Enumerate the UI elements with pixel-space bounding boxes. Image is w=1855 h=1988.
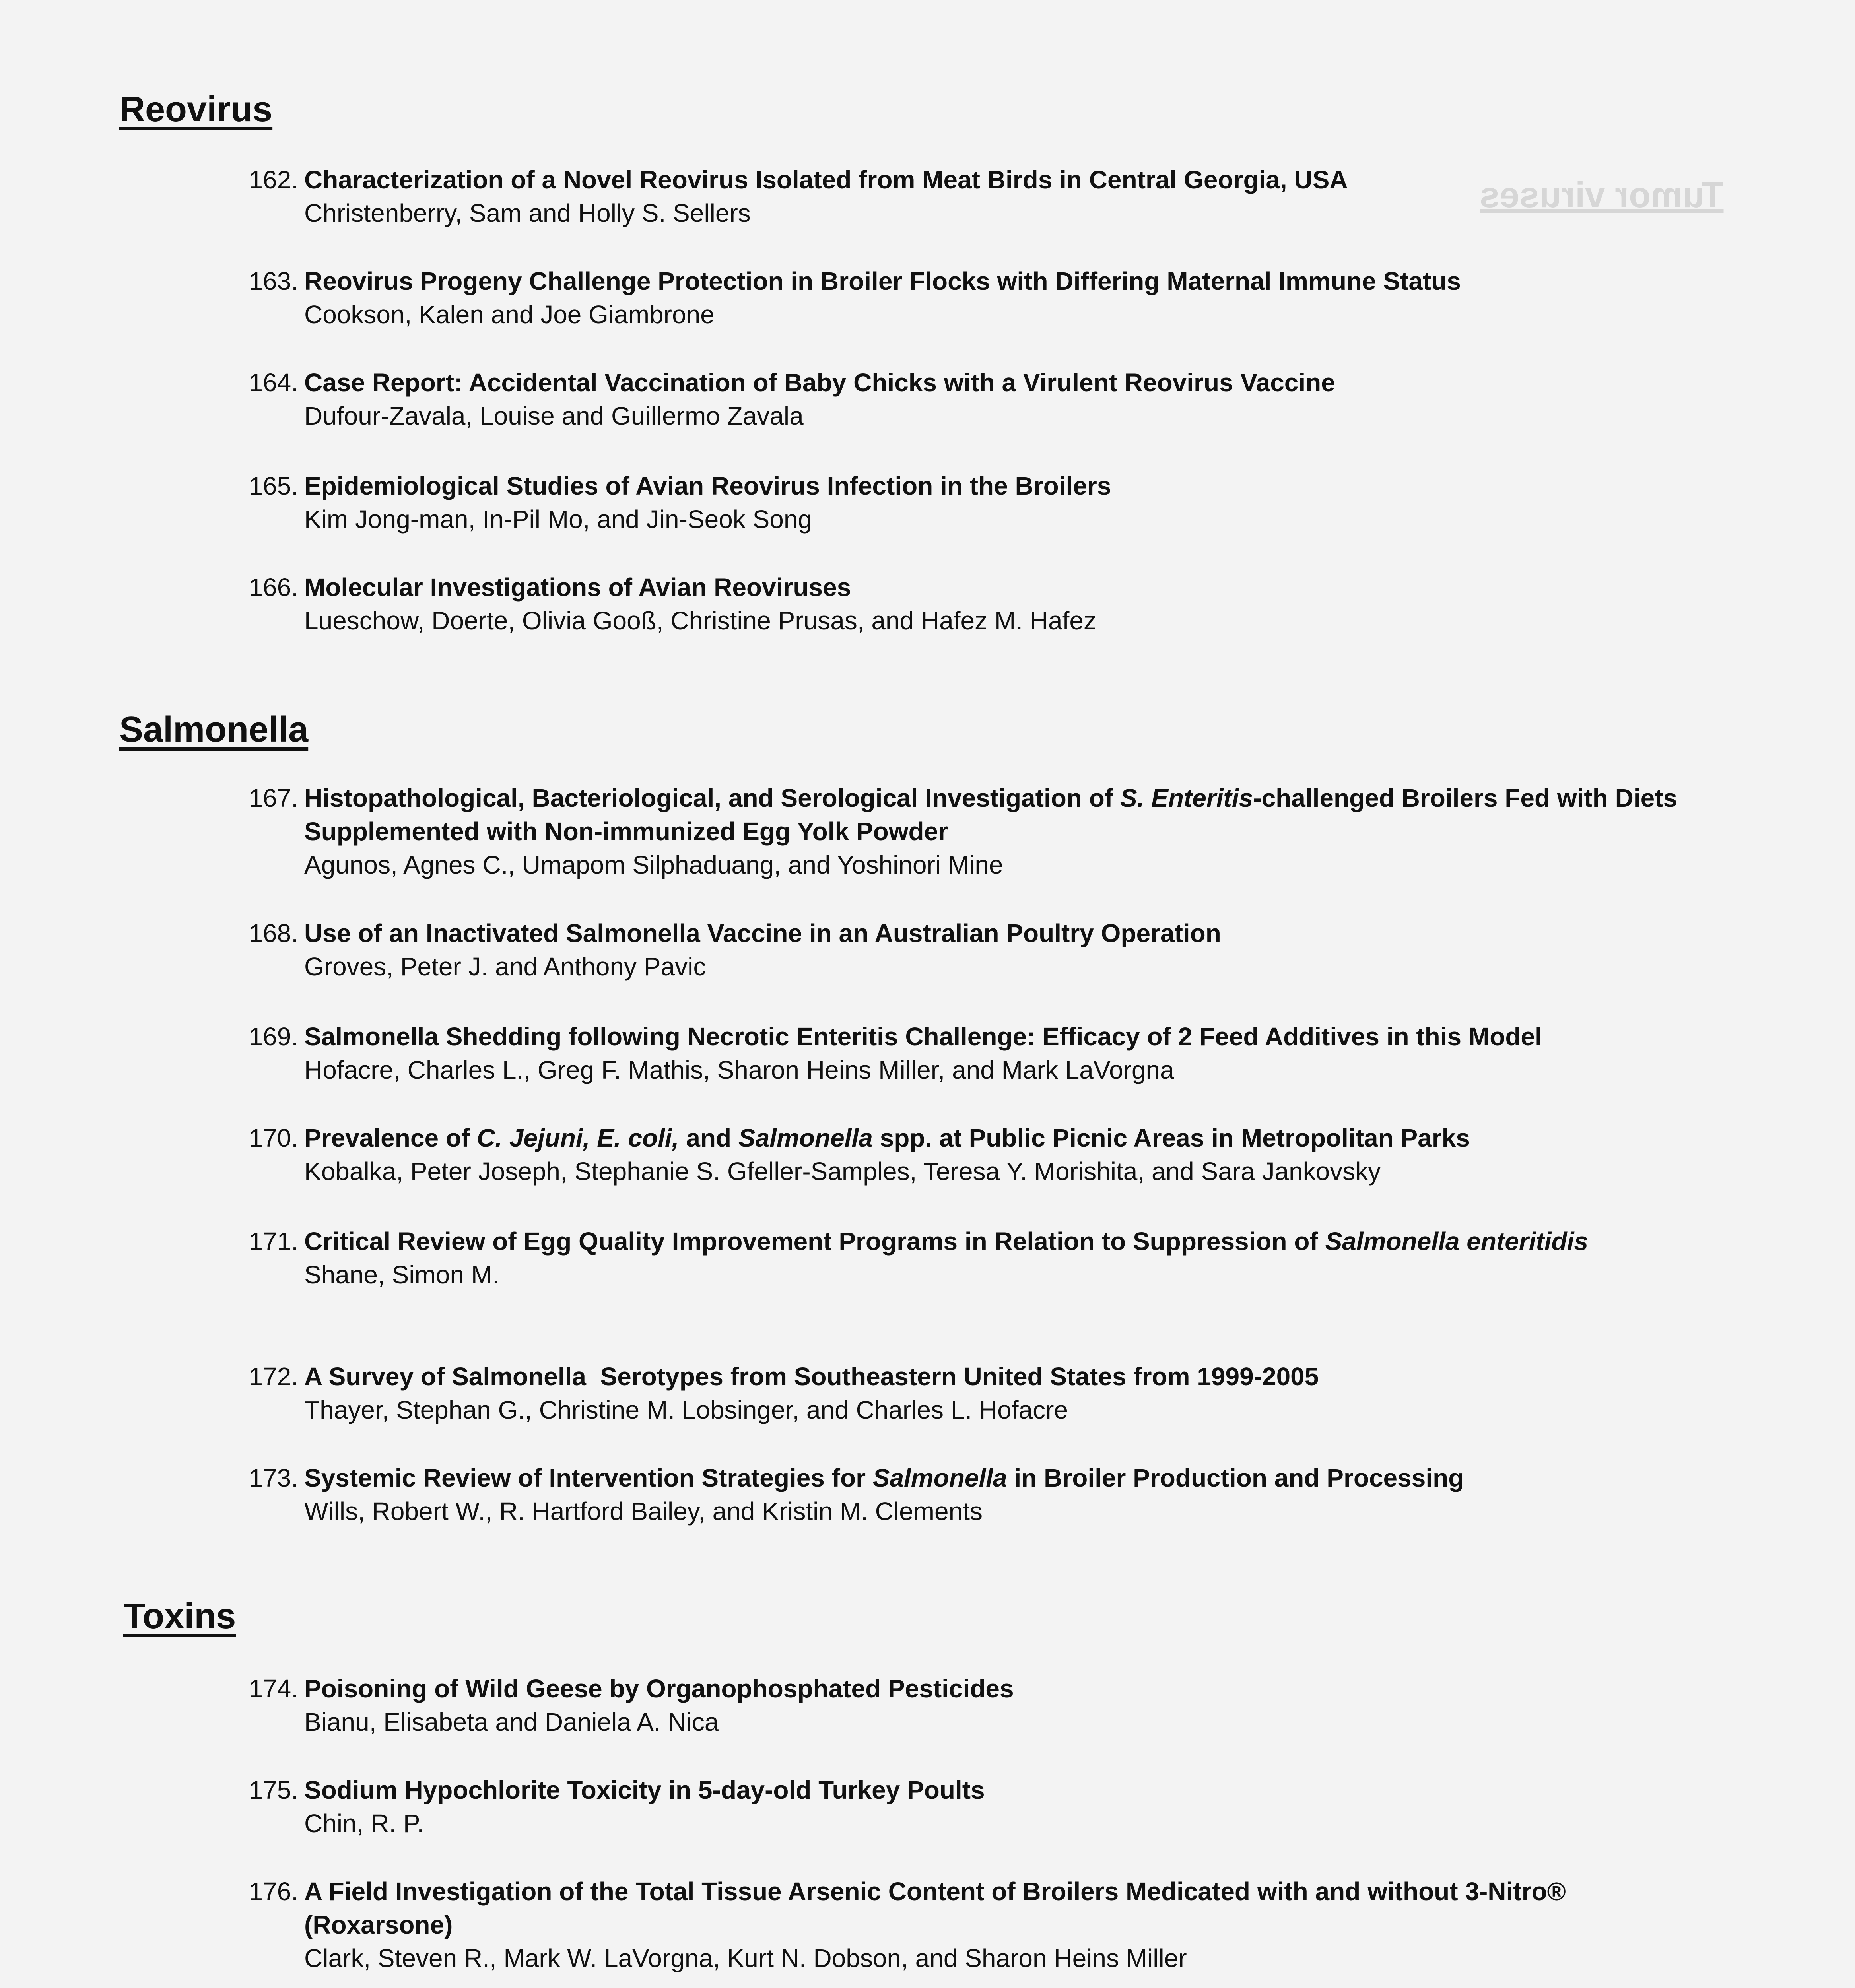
entry-174 xyxy=(233,1672,1744,1739)
entry-163 xyxy=(233,264,1744,331)
entry-173 xyxy=(233,1461,1744,1528)
entry-title: Histopathological, Bacteriological, and Serological Investigation of S. Enteritis-challenged Broilers Fed with Diets Supplemented with Non-immunized Egg Yolk Powder xyxy=(304,784,1678,846)
entry-title: Characterization of a Novel Reovirus Isolated from Meat Birds in Central Georgia, USA xyxy=(304,165,1348,194)
entry-number: 167. xyxy=(249,784,298,812)
entry-title: Poisoning of Wild Geese by Organophosphated Pesticides xyxy=(304,1674,1014,1703)
entry-167 xyxy=(233,781,1744,881)
bleed-through-heading: Tumor viruses xyxy=(1480,175,1724,215)
entry-authors: Chin, R. P. xyxy=(304,1809,424,1838)
entry-168 xyxy=(233,916,1744,983)
entry-authors: Wills, Robert W., R. Hartford Bailey, and Kristin M. Clements xyxy=(304,1497,983,1526)
entry-number: 163. xyxy=(249,267,298,295)
entry-number: 169. xyxy=(249,1022,298,1051)
entry-title: Molecular Investigations of Avian Reoviruses xyxy=(304,573,851,602)
entry-number: 166. xyxy=(249,573,298,602)
entry-171 xyxy=(233,1225,1744,1291)
entry-number: 165. xyxy=(249,472,298,500)
entry-number: 176. xyxy=(249,1877,298,1906)
entry-authors: Kim Jong-man, In-Pil Mo, and Jin-Seok Song xyxy=(304,505,812,534)
entry-165 xyxy=(233,469,1744,536)
entry-166 xyxy=(233,571,1744,637)
entry-title: Prevalence of C. Jejuni, E. coli, and Salmonella spp. at Public Picnic Areas in Metropolitan Parks xyxy=(304,1124,1470,1152)
entry-authors: Cookson, Kalen and Joe Giambrone xyxy=(304,300,715,329)
entry-title: Reovirus Progeny Challenge Protection in Broiler Flocks with Differing Maternal Immune Status xyxy=(304,267,1461,295)
entry-title: Salmonella Shedding following Necrotic Enteritis Challenge: Efficacy of 2 Feed Additives in this Model xyxy=(304,1022,1542,1051)
entry-number: 164. xyxy=(249,368,298,397)
entry-number: 171. xyxy=(249,1227,298,1256)
entry-title: Use of an Inactivated Salmonella Vaccine in an Australian Poultry Operation xyxy=(304,919,1221,947)
entry-162 xyxy=(233,163,1744,230)
entry-title: Systemic Review of Intervention Strategies for Salmonella in Broiler Production and Processing xyxy=(304,1464,1464,1492)
entry-number: 173. xyxy=(249,1464,298,1492)
entry-authors: Bianu, Elisabeta and Daniela A. Nica xyxy=(304,1708,719,1736)
entry-title: Sodium Hypochlorite Toxicity in 5-day-old Turkey Poults xyxy=(304,1776,985,1804)
entry-number: 174. xyxy=(249,1674,298,1703)
entry-175 xyxy=(233,1773,1744,1840)
entry-176 xyxy=(233,1875,1744,1975)
entry-title: A Field Investigation of the Total Tissue Arsenic Content of Broilers Medicated with and without 3-Nitro® (Roxarsone) xyxy=(304,1877,1566,1939)
entry-number: 162. xyxy=(249,165,298,194)
entry-number: 168. xyxy=(249,919,298,947)
entry-number: 172. xyxy=(249,1362,298,1391)
entry-authors: Hofacre, Charles L., Greg F. Mathis, Sharon Heins Miller, and Mark LaVorgna xyxy=(304,1056,1174,1084)
section-heading-salmonella: Salmonella xyxy=(119,710,309,749)
entry-title: A Survey of Salmonella Serotypes from Southeastern United States from 1999-2005 xyxy=(304,1362,1319,1391)
entry-authors: Shane, Simon M. xyxy=(304,1260,499,1289)
section-heading-toxins: Toxins xyxy=(123,1596,236,1636)
entry-authors: Christenberry, Sam and Holly S. Sellers xyxy=(304,199,751,227)
entry-title: Epidemiological Studies of Avian Reovirus Infection in the Broilers xyxy=(304,472,1111,500)
entry-number: 175. xyxy=(249,1776,298,1804)
entry-170 xyxy=(233,1121,1744,1188)
entry-authors: Kobalka, Peter Joseph, Stephanie S. Gfeller-Samples, Teresa Y. Morishita, and Sara Jankovsky xyxy=(304,1157,1381,1186)
entry-title: Case Report: Accidental Vaccination of Baby Chicks with a Virulent Reovirus Vaccine xyxy=(304,368,1335,397)
entry-authors: Lueschow, Doerte, Olivia Gooß, Christine Prusas, and Hafez M. Hafez xyxy=(304,606,1096,635)
entry-authors: Agunos, Agnes C., Umapom Silphaduang, and Yoshinori Mine xyxy=(304,850,1003,879)
entry-authors: Thayer, Stephan G., Christine M. Lobsinger, and Charles L. Hofacre xyxy=(304,1396,1068,1424)
entry-number: 170. xyxy=(249,1124,298,1152)
entry-169 xyxy=(233,1020,1744,1087)
section-heading-reovirus: Reovirus xyxy=(119,89,273,129)
entry-172 xyxy=(233,1360,1744,1427)
entry-164 xyxy=(233,366,1744,433)
entry-authors: Dufour-Zavala, Louise and Guillermo Zavala xyxy=(304,402,804,430)
entry-authors: Groves, Peter J. and Anthony Pavic xyxy=(304,952,706,981)
entry-title: Critical Review of Egg Quality Improvement Programs in Relation to Suppression of Salmonella enteritidis xyxy=(304,1227,1589,1256)
entry-authors: Clark, Steven R., Mark W. LaVorgna, Kurt N. Dobson, and Sharon Heins Miller xyxy=(304,1944,1187,1972)
